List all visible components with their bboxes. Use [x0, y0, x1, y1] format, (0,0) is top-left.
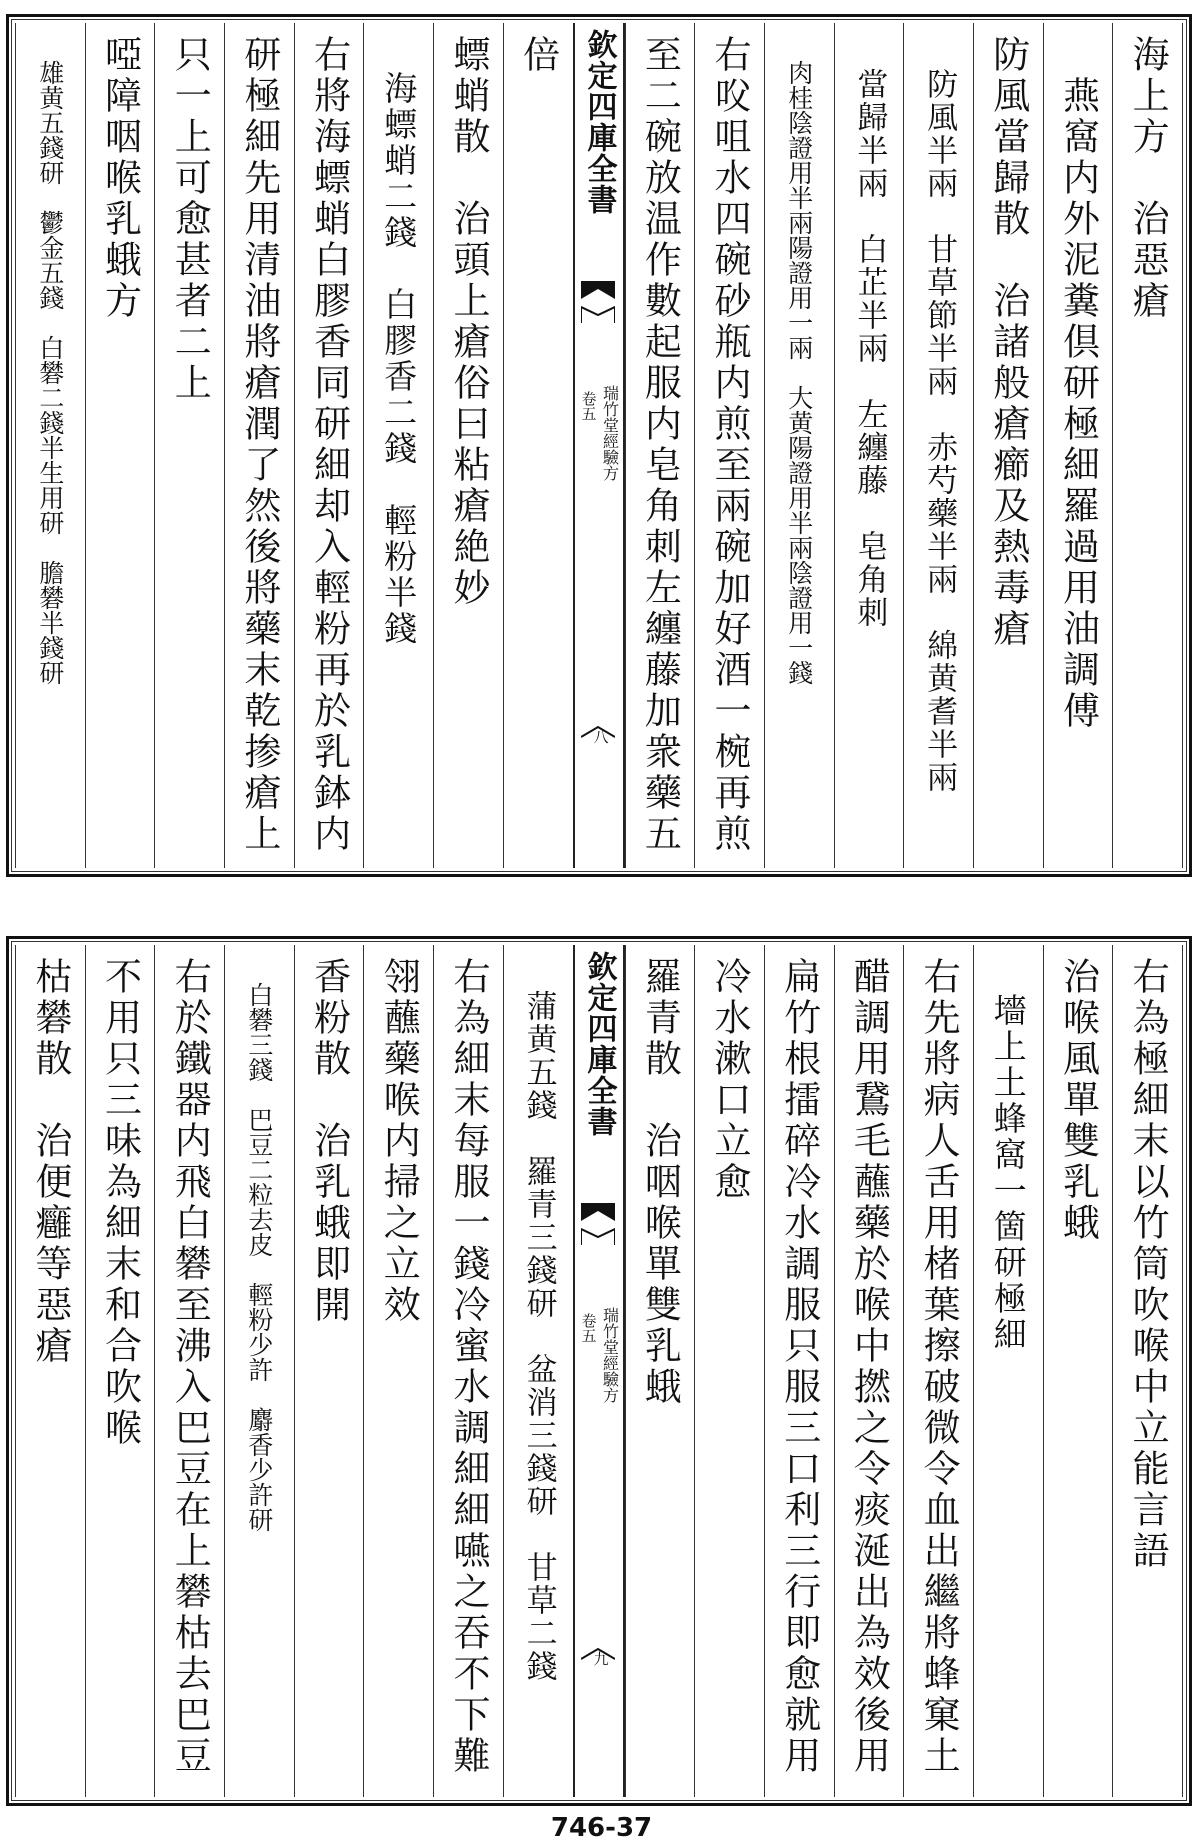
column-text: 冷水漱口立愈 [708, 957, 752, 1203]
text-column [503, 945, 573, 1797]
text-column [973, 945, 1043, 1797]
column-text: 螵蛸散 治頭上瘡俗曰粘瘡絶妙 [446, 35, 490, 609]
center-fold [573, 945, 625, 1797]
fishtail-mark-icon [581, 281, 615, 323]
text-column [903, 945, 973, 1797]
page-number-label: 八 [591, 729, 610, 744]
text-column [433, 23, 503, 868]
column-text: 羅青散 治咽喉單雙乳蛾 [638, 957, 682, 1408]
text-column [1043, 23, 1113, 868]
column-text: 防風當歸散 治諸般瘡癤及熱毒瘡 [986, 35, 1030, 650]
top-columns [15, 23, 1183, 868]
column-text: 右先將病人舌用楮葉擦破微令血出繼將蜂窠土 [917, 957, 961, 1777]
center-fold [573, 23, 625, 868]
text-column [1043, 945, 1113, 1797]
text-column [973, 23, 1043, 868]
text-column [85, 945, 155, 1797]
column-text: 研極細先用清油將瘡潤了然後將藥末乾掺瘡上 [237, 35, 281, 855]
text-column [694, 945, 764, 1797]
text-column [85, 23, 155, 868]
column-text: 當歸半兩 白芷半兩 左纏藤 皂角刺 [851, 35, 888, 629]
book-title: 瑞竹堂經驗方 [600, 1307, 620, 1403]
text-column [764, 945, 834, 1797]
column-text: 燕窩内外泥糞倶研極細羅過用油調傅 [1056, 35, 1100, 732]
text-column [154, 23, 224, 868]
text-column [503, 23, 573, 868]
text-column [903, 23, 973, 868]
column-text: 海螵蛸二錢 白膠香二錢 輕粉半錢 [379, 35, 419, 647]
column-text: 治喉風單雙乳蛾 [1056, 957, 1100, 1244]
column-text: 右㕮咀水四碗砂瓶内煎至兩碗加好酒一椀再煎 [708, 35, 752, 855]
column-text: 蒲黄五錢 羅青三錢研 盆消三錢研 甘草二錢 [520, 957, 557, 1683]
column-text: 海上方 治惡瘡 [1126, 35, 1170, 322]
text-column [625, 945, 695, 1797]
text-column [154, 945, 224, 1797]
collection-title: 欽定四庫全書 [581, 29, 617, 215]
column-text: 倍 [516, 35, 560, 76]
top-page-panel [6, 14, 1192, 877]
volume-label: 卷五 [579, 1313, 598, 1343]
page-number-label: 九 [591, 1651, 610, 1666]
text-column [294, 945, 364, 1797]
column-text: 醋調用鵞毛蘸藥於喉中撚之令痰涎出為效後用 [847, 957, 891, 1777]
text-column [294, 23, 364, 868]
column-text: 不用只三味為細末和合吹喉 [98, 957, 142, 1449]
text-column [625, 23, 695, 868]
bottom-page-panel [6, 936, 1192, 1806]
text-column [224, 945, 294, 1797]
volume-label: 卷五 [579, 391, 598, 421]
text-column [363, 945, 433, 1797]
column-text: 白礬三錢 巴豆二粒去皮 輕粉少許 麝香少許研 [244, 957, 274, 1532]
column-text: 肉桂陰證用半兩陽證用一兩 大黄陽證用半兩陰證用一錢 [784, 35, 814, 685]
column-text: 枯礬散 治便癰等惡瘡 [28, 957, 72, 1367]
column-text: 右將海螵蛸白膠香同研細却入輕粉再於乳鉢内 [307, 35, 351, 855]
book-title: 瑞竹堂經驗方 [600, 385, 620, 481]
column-text: 至二碗放温作數起服内皂角刺左纏藤加衆藥五 [638, 35, 682, 855]
bottom-columns [15, 945, 1183, 1797]
page-footer-number: 746-37 [550, 1813, 653, 1843]
fishtail-mark-icon [581, 1203, 615, 1245]
collection-title: 欽定四庫全書 [581, 951, 617, 1137]
text-column [363, 23, 433, 868]
text-column [1112, 945, 1183, 1797]
text-column [15, 945, 85, 1797]
column-text: 右為細末每服一錢冷蜜水調細細嚥之吞不下難 [446, 957, 490, 1777]
text-column [1112, 23, 1183, 868]
column-text: 防風半兩 甘草節半兩 赤芍藥半兩 綿黄耆半兩 [921, 35, 958, 794]
column-text: 墻上土蜂窩一箇研極細 [988, 957, 1028, 1353]
text-column [15, 23, 85, 868]
text-column [224, 23, 294, 868]
text-column [834, 23, 904, 868]
column-text: 翎蘸藥喉内掃之立效 [377, 957, 421, 1326]
column-text: 右於鐵器内飛白礬至沸入巴豆在上礬枯去巴豆 [168, 957, 212, 1777]
column-text: 右為極細末以竹筒吹喉中立能言語 [1126, 957, 1170, 1572]
text-column [694, 23, 764, 868]
text-column [834, 945, 904, 1797]
column-text: 只一上可愈甚者二上 [168, 35, 212, 404]
text-column [764, 23, 834, 868]
column-text: 啞障咽喉乳蛾方 [98, 35, 142, 322]
column-text: 香粉散 治乳蛾即開 [307, 957, 351, 1326]
text-column [433, 945, 503, 1797]
column-text: 雄黄五錢研 鬱金五錢 白礬二錢半生用研 膽礬半錢研 [35, 35, 65, 685]
column-text: 扁竹根擂碎冷水調服只服三口利三行即愈就用 [777, 957, 821, 1777]
